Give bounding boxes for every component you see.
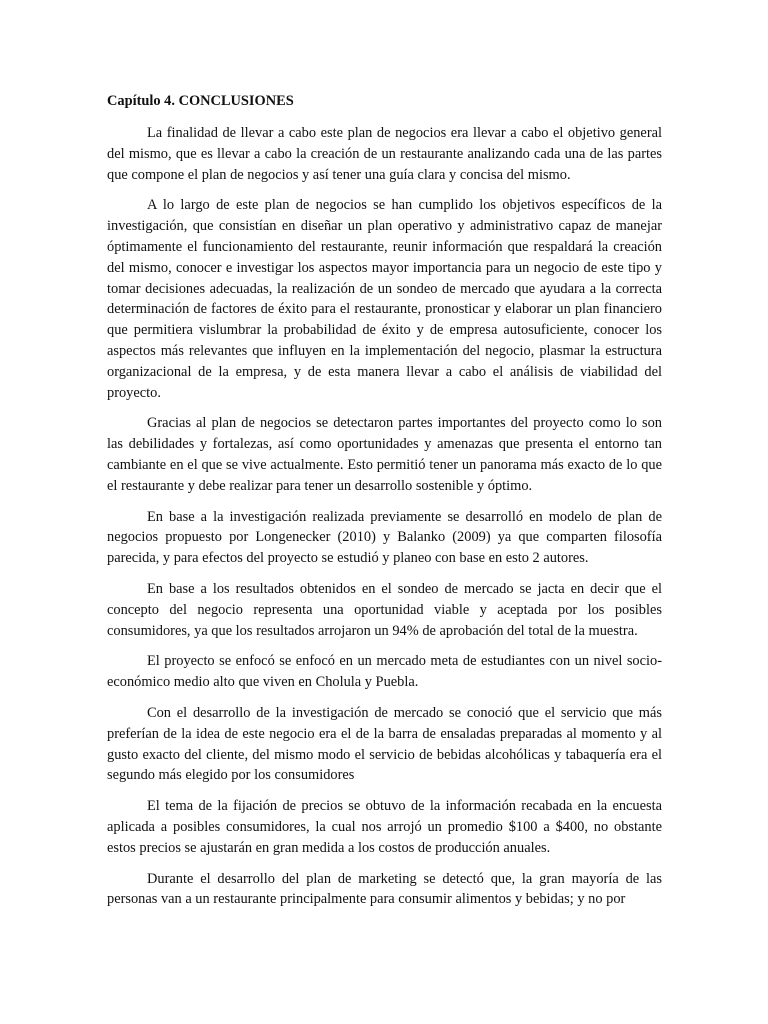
paragraph-model: En base a la investigación realizada previamente se desarrolló en modelo de plan de negocios propuesto por Longenecker (2010) y Balanko (2009) ya que comparten filosofía parecida, y para efectos del proyecto se estudió y planeo con base en esto 2 autores. <box>107 508 662 567</box>
document-page <box>107 86 662 920</box>
paragraph-objectives: A lo largo de este plan de negocios se han cumplido los objetivos específicos de la investigación, que consistían en diseñar un plan operativo y administrativo capaz de manejar óptimamente el funcionamiento del restaurante, reunir información que respaldará la creación del mismo, conocer e investigar los aspectos mayor importancia para un negocio de este tipo y tomar decisiones adecuadas, la realización de un sondeo de mercado que ayudara a la correcta determinación de factores de éxito para el restaurante, pronosticar y elaborar un plan financiero que permitiera vislumbrar la probabilidad de éxito y de empresa autosuficiente, conocer los aspectos más relevantes que influyen en la implementación del negocio, plasmar la estructura organizacional de la empresa, y de esta manera llevar a cabo el análisis de viabilidad del proyecto. <box>107 197 662 401</box>
paragraph-purpose: La finalidad de llevar a cabo este plan de negocios era llevar a cabo el objetivo general del mismo, que es llevar a cabo la creación de un restaurante analizando cada una de las partes que compone el plan de negocios y así tener una guía clara y concisa del mismo. <box>107 125 662 183</box>
paragraph-marketing: Durante el desarrollo del plan de marketing se detectó que, la gran mayoría de las personas van a un restaurante principalmente para consumir alimentos y bebidas; y no por <box>107 870 662 908</box>
paragraph-target-market: El proyecto se enfocó se enfocó en un mercado meta de estudiantes con un nivel socio-económico medio alto que viven en Cholula y Puebla. <box>107 653 662 691</box>
paragraph-pricing: El tema de la fijación de precios se obtuvo de la información recabada en la encuesta aplicada a posibles consumidores, la cual nos arrojó un promedio $100 a $400, no obstante estos precios se ajustarán en gran medida a los costos de producción anuales. <box>107 798 662 856</box>
paragraph-market-research: Con el desarrollo de la investigación de mercado se conoció que el servicio que más preferían de la idea de este negocio era el de la barra de ensaladas preparadas al momento y al gusto exacto del cliente, del mismo modo el servicio de bebidas alcohólicas y tabaquería era el segundo más elegido por los consumidores <box>107 704 662 784</box>
paragraph-swot: Gracias al plan de negocios se detectaron partes importantes del proyecto como lo son las debilidades y fortalezas, así como oportunidades y amenazas que presenta el entorno tan cambiante en el que se vive actualmente. Esto permitió tener un panorama más exacto de lo que el restaurante y debe realizar para tener un desarrollo sostenible y óptimo. <box>107 415 662 494</box>
paragraph-survey-results: En base a los resultados obtenidos en el sondeo de mercado se jacta en decir que el concepto del negocio representa una oportunidad viable y aceptada por los posibles consumidores, ya que los resultados arrojaron un 94% de aprobación del total de la muestra. <box>107 580 662 639</box>
chapter-title: Capítulo 4. CONCLUSIONES <box>107 93 294 109</box>
